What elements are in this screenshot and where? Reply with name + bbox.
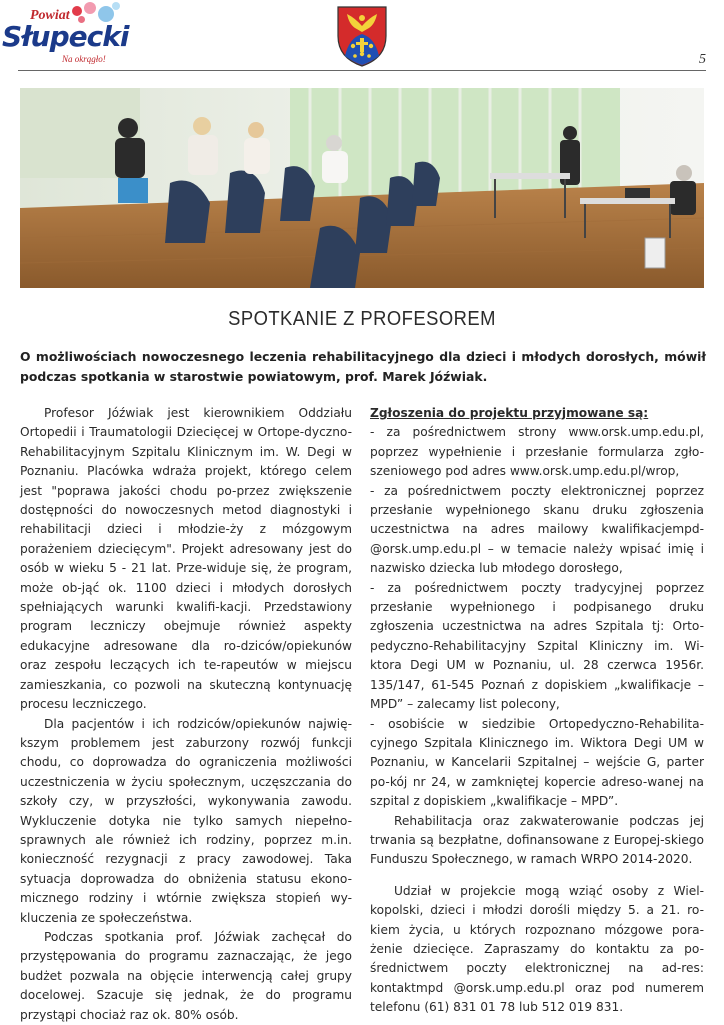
page-number: 5 <box>699 52 706 67</box>
paragraph: Profesor Jóźwiak jest kierownikiem Oddziału Ortopedii i Traumatologii Dziecięcej w Ortope-dyczno-Rehabilitacyjnym Szpitalu Klinicznym im. W. Degi w Poznaniu. Placówka wdraża projekt, którego celem jest "poprawa jakości chodu po-przez zwiększenie dostępności do nowoczesnych metod diagnostyki i rehabilitacji dzieci i młodzie-ży z mózgowym porażeniem dziecięcym". Projekt adresowany jest do osób w wieku 5 - 21 lat. Prze-widuje się, że program, może ob-jąć ok. 1100 dzieci i młodych dorosłych spełniających warunki kwalifi-kacji. Przedstawiony program leczniczy obejmuje również aspekty edukacyjne adresowane dla ro-dziców/opiekunów oraz zespołu leczących ich te-rapeutów w miejscu zamieszkania, co pozwoli na skuteczną kontynuację procesu leczniczego. <box>20 406 352 712</box>
article-lead: O możliwościach nowoczesnego leczenia rehabilitacyjnego dla dzieci i młodych dorosłych, mówił podczas spotkania w starostwie powiatowym, prof. Marek Jóźwiak. <box>20 349 706 384</box>
article-title: SPOTKANIE Z PROFESOREM <box>228 308 496 330</box>
header-divider <box>18 70 706 71</box>
applications-heading: Zgłoszenia do projektu przyjmowane są: <box>370 406 649 420</box>
logo-powiat-text: Powiat <box>30 8 70 23</box>
article-right-column <box>370 404 704 1018</box>
paragraph: - za pośrednictwem poczty elektronicznej poprzez przesłanie wypełnionego skanu druku zgłoszenia uczestnictwa na adres mailowy kwalifikacjempd-@orsk.ump.edu.pl – w temacie należy wpisać imię i nazwisko dziecka lub młodego dorosłego, <box>370 483 704 576</box>
paragraph: Rehabilitacja oraz zakwaterowanie podczas jej trwania są bezpłatne, dofinansowane z Europej-skiego Funduszu Społecznego, w ramach WRPO 2014-2020. <box>370 813 704 867</box>
article-left-column <box>20 404 352 1025</box>
paragraph: - osobiście w siedzibie Ortopedyczno-Rehabilita-cyjnego Szpitala Klinicznego im. Wiktora Degi UM w Poznaniu, w Kancelarii Szpitalnej – wejście G, parter po-kój nr 24, w zamkniętej kopercie adreso-wanej na szpital z dopiskiem „kwalifikacje – MPD”. <box>370 716 704 809</box>
logo-name-text: Słupecki <box>2 20 129 53</box>
paragraph: - za pośrednictwem poczty tradycyjnej poprzez przesłanie wypełnionego i podpisanego druku zgłoszenia uczestnictwa na adres Szpitala tj: Orto-pedyczno-Rehabilitacyjny Szpital Kliniczny im. Wi-ktora Degi UM w Poznaniu, ul. 28 czerwca 1956r. 135/147, 61-545 Poznań z dopiskiem „kwalifikacje – MPD” – zalecamy list polecony, <box>370 580 704 712</box>
powiat-slupecki-logo <box>0 0 140 70</box>
paragraph: - za pośrednictwem strony www.orsk.ump.edu.pl, poprzez wypełnienie i przesłanie formularza zgło-szeniowego pod adres www.orsk.ump.edu.pl/wrop, <box>370 425 704 479</box>
page-header <box>0 0 724 74</box>
logo-tagline: Na okrągło! <box>62 54 106 64</box>
paragraph: Podczas spotkania prof. Jóźwiak zachęcał do przystępowania do programu zaznaczając, że jego budżet pozwala na objęcie interwencją całej grupy docelowej. Szacuje się jednak, że do programu przystąpi chociaż raz ok. 80% osób. <box>20 929 352 1022</box>
paragraph: Dla pacjentów i ich rodziców/opiekunów najwię-kszym problemem jest zaburzony rozwój funkcji chodu, co doprowadza do ograniczenia możliwości uczestniczenia w życiu społecznym, uczęszczania do szkoły czy, w przyszłości, wykonywania zawodu. Wykluczenie dotyka nie tylko samych niepełno-sprawnych ale również ich rodziny, poprzez m.in. konieczność rezygnacji z pracy zawodowej. Taka sytuacja doprowadza do obniżenia statusu ekono-micznego rodziny i wtórnie zwiększa stopień wy-kluczenia ze społeczeństwa. <box>20 716 352 925</box>
conference-room-photo <box>20 88 704 288</box>
paragraph: Udział w projekcie mogą wziąć osoby z Wiel-kopolski, dzieci i młodzi dorośli między 5. a 21. ro-kiem życia, u których rozpoznano mózgowe pora-żenie dziecięce. Zapraszamy do kontaktu za po-średnictwem poczty elektronicznej na ad-res: kontaktmpd @orsk.ump.edu.pl oraz pod numerem telefonu (61) 831 01 78 lub 512 019 831. <box>370 883 704 1015</box>
coat-of-arms-icon <box>335 4 389 68</box>
